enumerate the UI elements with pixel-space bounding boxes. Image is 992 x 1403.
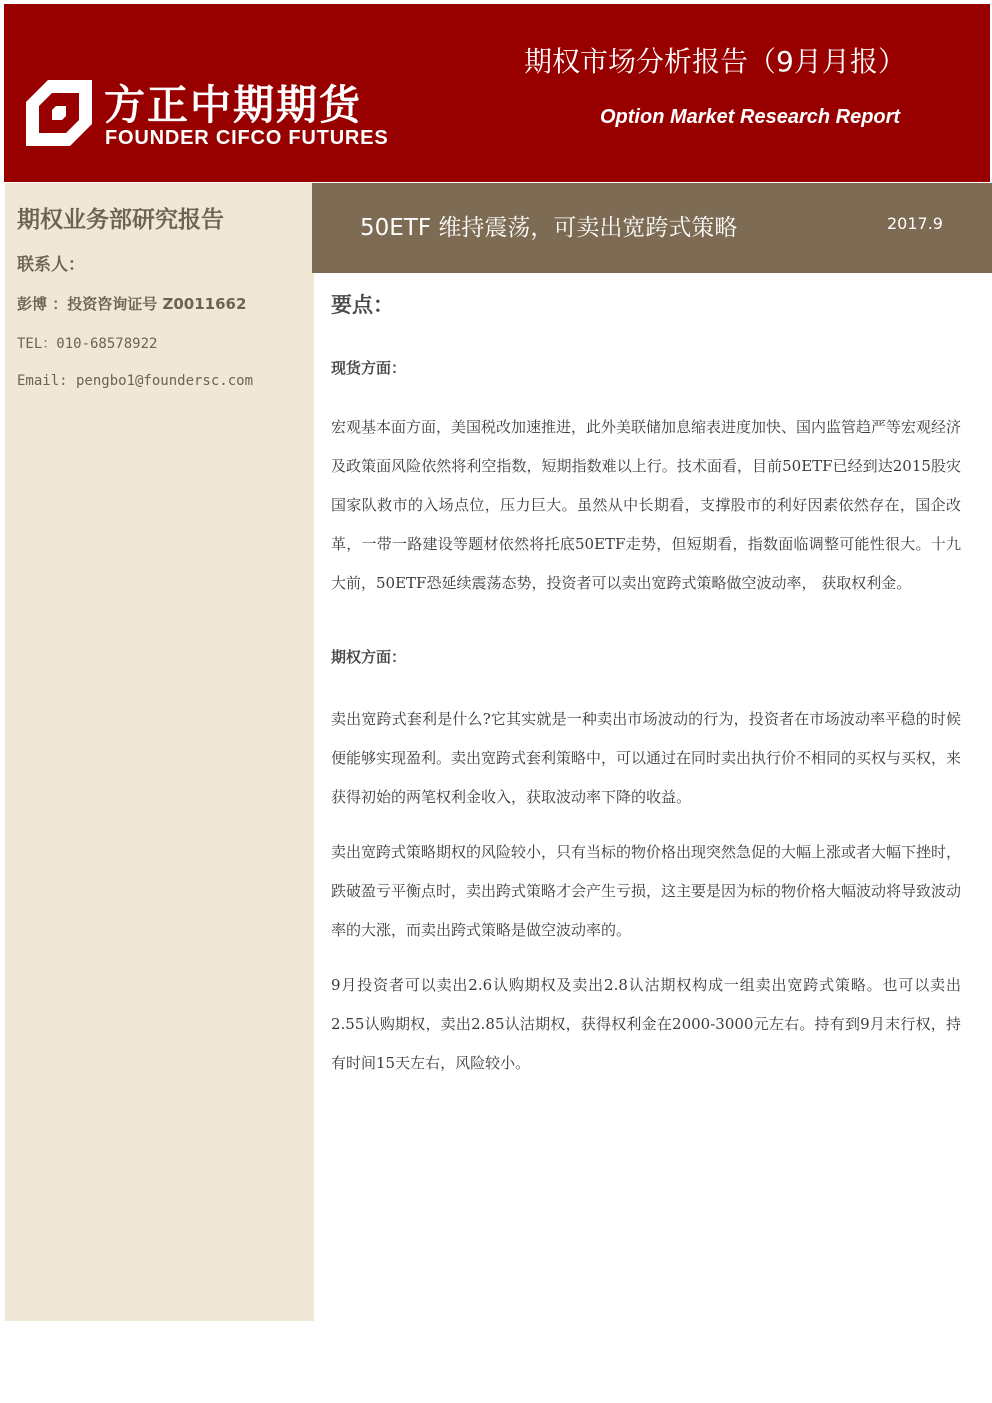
sidebar [5, 183, 314, 1321]
paragraph-options-2: 卖出宽跨式策略期权的风险较小，只有当标的物价格出现突然急促的大幅上涨或者大幅下挫时，跌破盈亏平衡点时，卖出跨式策略才会产生亏损，这主要是因为标的物价格大幅波动将导致波动率的大涨，而卖出跨式策略是做空波动率的。 [331, 843, 962, 939]
headline-date: 2017.9 [887, 214, 943, 233]
section-heading-options: 期权方面： [331, 648, 407, 666]
headline-title: 50ETF 维持震荡，可卖出宽跨式策略 [360, 215, 738, 241]
paragraph-spot: 宏观基本面方面，美国税改加速推进，此外美联储加息缩表进度加快、国内监管趋严等宏观经济及政策面风险依然将利空指数，短期指数难以上行。技术面看，目前50ETF已经到达2015股灾国家队救市的入场点位，压力巨大。虽然从中长期看，支撑股市的利好因素依然存在，国企改革，一带一路建设等题材依然将托底50ETF走势，但短期看，指数面临调整可能性很大。十九大前，50ETF恐延续震荡态势，投资者可以卖出宽跨式策略做空波动率， 获取权利金。 [331, 418, 962, 592]
contact-label: 联系人： [17, 255, 85, 275]
section-heading-spot: 现货方面： [331, 359, 407, 377]
contact-email[interactable]: Email: pengbo1@foundersc.com [17, 373, 254, 389]
headline-band [312, 183, 992, 273]
founder-logo-icon [26, 80, 92, 146]
contact-tel: TEL：010-68578922 [17, 336, 158, 352]
paragraph-options-3: 9月投资者可以卖出2.6认购期权及卖出2.8认沽期权构成一组卖出宽跨式策略。也可以卖出2.55认购期权，卖出2.85认沽期权，获得权利金在2000-3000元左右。持有到9月末行权，持有时间15天左右，风险较小。 [331, 976, 961, 1072]
department-title: 期权业务部研究报告 [17, 207, 224, 233]
paragraph-options-1: 卖出宽跨式套利是什么?它其实就是一种卖出市场波动的行为，投资者在市场波动率平稳的时候便能够实现盈利。卖出宽跨式套利策略中，可以通过在同时卖出执行价不相同的买权与买权，来获得初始的两笔权利金收入，获取波动率下降的收益。 [331, 710, 962, 806]
report-title: 期权市场分析报告（9月月报） [524, 45, 906, 78]
brand-name-en: FOUNDER CIFCO FUTURES [105, 127, 389, 149]
key-points-title: 要点： [331, 293, 394, 317]
contact-person: 彭博 ：投资咨询证号 Z0011662 [17, 295, 247, 313]
report-subtitle: Option Market Research Report [600, 106, 901, 128]
brand-name-cn: 方正中期期货 [104, 81, 362, 129]
main-content [331, 280, 961, 1083]
report-header [4, 4, 990, 182]
